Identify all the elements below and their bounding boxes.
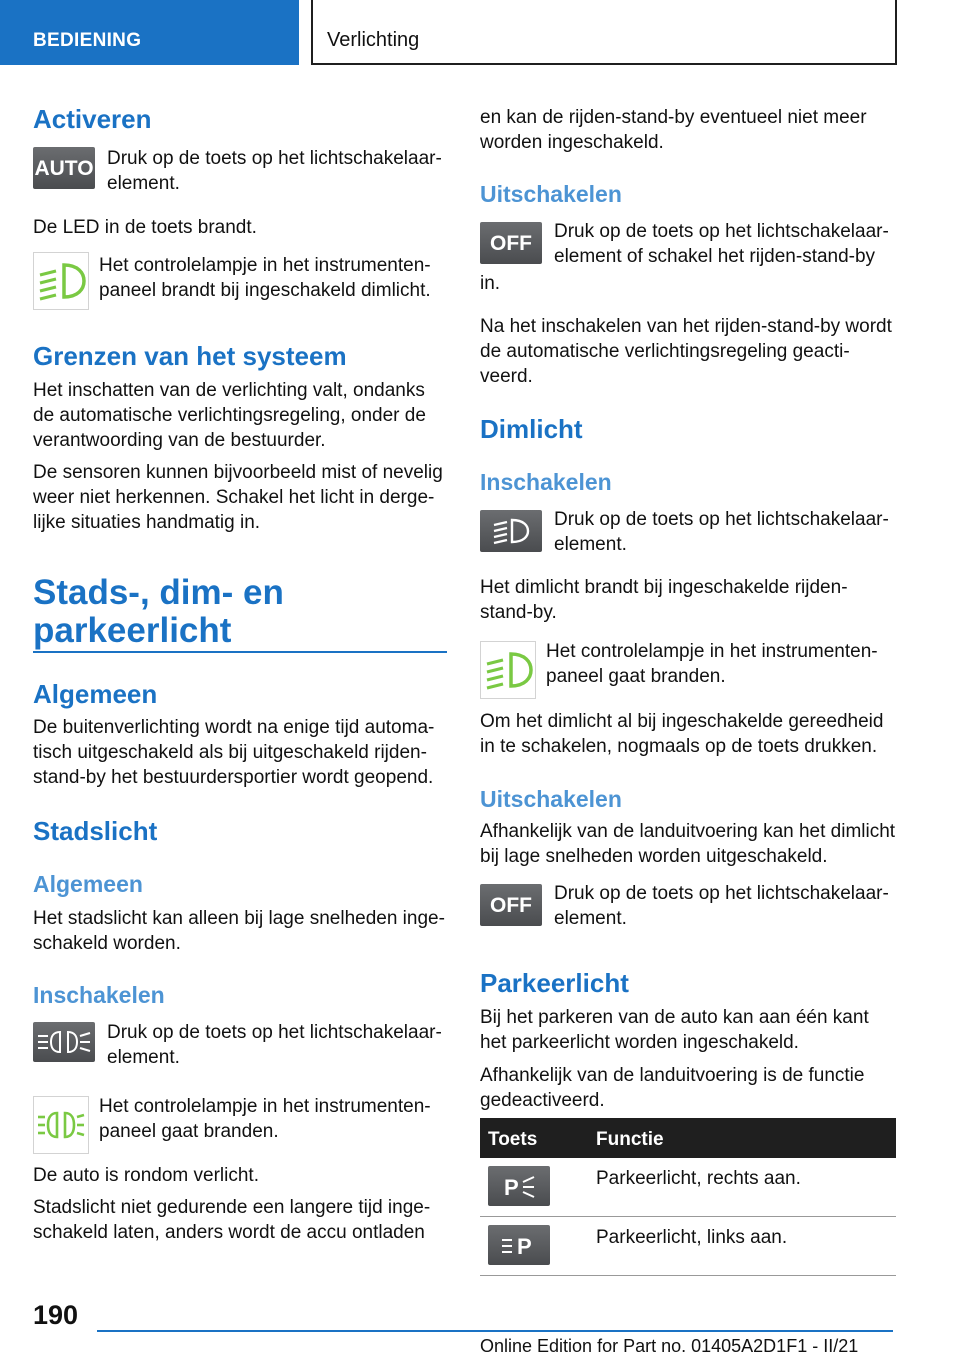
off-button-label: OFF [490,894,532,917]
section-tab [0,0,299,65]
dim-inschakelen-text-2: Het dimlicht brandt bij ingeschakelde rijden- stand-by. [480,577,848,623]
heading-dimlicht: Dimlicht [480,414,583,444]
uitschakelen-text-2: Na het inschakelen van het rijden-stand-by wordt de automatische verlichtingsregeling geacti- veerd. [480,316,892,387]
uitschakelen-text-1: Druk op de toets op het lichtschakelaar- element of schakel het rijden-stand-by [554,221,889,267]
heading-activeren: Activeren [33,104,152,134]
svg-text:P: P [504,1175,519,1200]
dimlight-indicator-icon [480,641,536,699]
heading-algemeen: Algemeen [33,679,158,709]
stad-text-3: De auto is rondom verlicht. [33,1165,259,1186]
footer-rule [97,1330,893,1332]
park-text-2: Afhankelijk van de landuitvoering is de functie gedeactiveerd. [480,1065,865,1111]
heading-stad-algemeen: Algemeen [33,871,143,897]
page-number: 190 [33,1300,79,1330]
stad-algemeen-text: Het stadslicht kan alleen bij lage snelheden inge- schakeld worden. [33,908,445,954]
heading-dim-uitschakelen: Uitschakelen [480,786,622,812]
uitschakelen-text-1-end: in. [480,273,501,294]
table-row [480,1158,896,1217]
table-header-toets: Toets [488,1129,538,1150]
auto-button-icon [33,147,95,189]
dim-uitschakelen-text-2: Druk op de toets op het lichtschakelaar- element. [554,883,889,929]
table-header [480,1118,896,1158]
off-button-label: OFF [490,232,532,255]
title-rule [33,651,447,653]
dim-inschakelen-text-4: Om het dimlicht al bij ingeschakelde gereedheid in te schakelen, nogmaals op de toets drukken. [480,711,884,757]
heading-grenzen: Grenzen van het systeem [33,341,347,371]
table-cell-function: Parkeerlicht, rechts aan. [596,1168,801,1189]
off-button-icon [480,222,542,264]
dimlight-indicator-icon [33,252,89,310]
sidelight-indicator-icon [33,1096,89,1154]
dim-inschakelen-text-1: Druk op de toets op het lichtschakelaar- element. [554,509,889,555]
footer-edition: Online Edition for Part no. 01405A2D1F1 - II/21 [480,1336,859,1356]
sidelight-button-icon [33,1022,95,1062]
activeren-text-3: Het controlelampje in het instrumenten- paneel brandt bij ingeschakeld dimlicht. [99,255,431,301]
table-cell-function: Parkeerlicht, links aan. [596,1227,788,1248]
chapter-label: Verlichting [327,29,420,51]
grenzen-text-2: De sensoren kunnen bijvoorbeeld mist of nevelig weer niet herkennen. Schakel het licht in derge- lijke situaties handmatig in. [33,462,443,533]
park-text-1: Bij het parkeren van de auto kan aan één kant het parkeerlicht worden ingeschakeld. [480,1007,869,1053]
dim-inschakelen-text-3: Het controlelampje in het instrumenten- paneel gaat branden. [546,641,878,687]
heading-parkeerlicht: Parkeerlicht [480,968,629,998]
heading-stad-inschakelen: Inschakelen [33,982,165,1008]
dimlight-button-icon [480,510,542,552]
heading-dim-inschakelen: Inschakelen [480,469,612,495]
stad-inschakelen-text-1: Druk op de toets op het lichtschakelaar- element. [107,1022,442,1068]
parking-light-left-icon [488,1225,550,1265]
table-row [480,1217,896,1276]
section-label: BEDIENING [33,30,142,51]
heading-stadslicht: Stadslicht [33,816,158,846]
stad-text-4: Stadslicht niet gedurende een langere tijd inge- schakeld laten, anders wordt de accu ontladen [33,1197,431,1243]
svg-text:P: P [517,1234,532,1259]
grenzen-text-1: Het inschatten van de verlichting valt, ondanks de automatische verlichtingsregeling, onder de verantwoording van de bestuurder. [33,380,426,451]
dim-uitschakelen-text-1: Afhankelijk van de landuitvoering kan het dimlicht bij lage snelheden worden uitgeschakeld. [480,821,896,867]
chapter-tab [311,0,897,65]
table-header-functie: Functie [596,1129,664,1150]
off-button-icon-2 [480,884,542,926]
parking-light-right-icon [488,1166,550,1206]
algemeen-text: De buitenverlichting wordt na enige tijd automa- tisch uitgeschakeld als bij uitgeschakeld rijden- stand-by het bestuurdersportier wordt geopend. [33,717,435,788]
main-title: Stads-, dim- en parkeerlicht [33,573,284,650]
continued-text: en kan de rijden-stand-by eventueel niet meer worden ingeschakeld. [480,107,867,153]
activeren-text-1: Druk op de toets op het lichtschakelaar- element. [107,148,442,194]
stad-inschakelen-text-2: Het controlelampje in het instrumenten- paneel gaat branden. [99,1096,431,1142]
heading-uitschakelen: Uitschakelen [480,181,622,207]
auto-button-label: AUTO [34,157,94,180]
activeren-text-2: De LED in de toets brandt. [33,217,257,238]
